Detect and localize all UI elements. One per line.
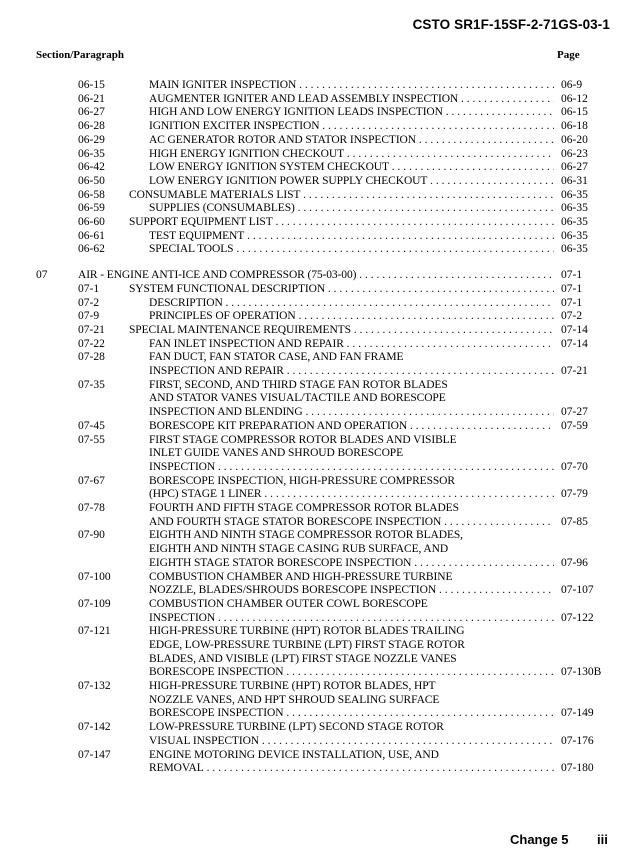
paragraph-number: 06-42 — [78, 161, 105, 174]
page-reference: 07-1 — [561, 282, 583, 295]
paragraph-number: 07-9 — [78, 310, 100, 323]
entry-title — [149, 243, 554, 257]
entry-title — [149, 106, 554, 120]
entry-title — [149, 749, 554, 776]
page-reference: 06-23 — [561, 147, 588, 160]
entry-title — [149, 680, 554, 721]
paragraph-number: 07-147 — [78, 748, 111, 761]
entry-title-line: FIRST, SECOND, AND THIRD STAGE FAN ROTOR BLADES — [149, 378, 448, 391]
page-reference: 07-2 — [561, 310, 583, 323]
entry-title-line: BORESCOPE INSPECTION . . . — [149, 666, 554, 680]
entry-title-line: LOW-PRESSURE TURBINE (LPT) SECOND STAGE ROTOR — [149, 721, 444, 734]
paragraph-number: 06-62 — [78, 243, 105, 256]
page-reference: 07-130B — [561, 666, 602, 679]
paragraph-number: 06-21 — [78, 92, 105, 105]
paragraph-number: 07-45 — [78, 419, 105, 432]
entry-title-line: AUGMENTER IGNITER AND LEAD ASSEMBLY INSPECTION . . . — [149, 93, 554, 107]
entry-title-line: TEST EQUIPMENT . . . — [149, 230, 554, 244]
page-reference: 07-1 — [561, 269, 583, 282]
entry-title — [149, 230, 554, 244]
paragraph-number: 07-35 — [78, 378, 105, 391]
paragraph-number: 06-59 — [78, 202, 105, 215]
paragraph-number: 06-27 — [78, 106, 105, 119]
paragraph-number: 06-61 — [78, 229, 105, 242]
entry-title — [129, 324, 554, 338]
entry-title-line: AIR - ENGINE ANTI-ICE AND COMPRESSOR (75-03-00) . . . — [78, 269, 554, 283]
entry-title — [149, 310, 554, 324]
entry-title-line: SPECIAL MAINTENANCE REQUIREMENTS . . . — [129, 324, 554, 338]
entry-title-line: REMOVAL . . . — [149, 762, 554, 776]
page-reference: 07-180 — [561, 762, 594, 775]
entry-title — [149, 79, 554, 93]
document-id: CSTO SR1F-15SF-2-71GS-03-1 — [412, 17, 610, 32]
page-column-header: Page — [557, 49, 580, 61]
entry-title-line: INSPECTION AND REPAIR . . . — [149, 365, 554, 379]
entry-title-line: HIGH AND LOW ENERGY IGNITION LEADS INSPECTION . . . — [149, 106, 554, 120]
entry-title-line: INSPECTION AND BLENDING . . . — [149, 406, 554, 420]
entry-title-line: EIGHTH AND NINTH STAGE CASING RUB SURFACE, AND — [149, 543, 449, 556]
entry-title-line: COMBUSTION CHAMBER OUTER COWL BORESCOPE — [149, 597, 428, 610]
entry-title — [149, 434, 554, 475]
paragraph-number: 07-132 — [78, 680, 111, 693]
entry-title-line: EDGE, LOW-PRESSURE TURBINE (LPT) FIRST STAGE ROTOR — [149, 638, 465, 651]
entry-title — [149, 202, 554, 216]
page-reference: 06-31 — [561, 174, 588, 187]
entry-title-line: FIRST STAGE COMPRESSOR ROTOR BLADES AND VISIBLE — [149, 433, 457, 446]
paragraph-number: 07-100 — [78, 570, 111, 583]
entry-title-line: BORESCOPE INSPECTION, HIGH-PRESSURE COMPRESSOR — [149, 474, 455, 487]
entry-title-line: COMBUSTION CHAMBER AND HIGH-PRESSURE TURBINE — [149, 570, 453, 583]
entry-title — [149, 175, 554, 189]
change-number: Change 5 — [510, 832, 569, 847]
entry-title-line: FOURTH AND FIFTH STAGE COMPRESSOR ROTOR BLADES — [149, 502, 459, 514]
entry-title-line: PRINCIPLES OF OPERATION . . . — [149, 310, 554, 324]
page-reference: 06-35 — [561, 243, 588, 256]
entry-title-line: SPECIAL TOOLS . . . — [149, 243, 554, 257]
entry-title — [149, 502, 554, 529]
entry-title-line: HIGH-PRESSURE TURBINE (HPT) ROTOR BLADES TRAILING — [149, 625, 465, 638]
page-reference: 07-1 — [561, 296, 583, 309]
entry-title-line: EIGHTH AND NINTH STAGE COMPRESSOR ROTOR BLADES, — [149, 529, 463, 542]
page-reference: 07-176 — [561, 734, 594, 747]
paragraph-number: 07-90 — [78, 529, 105, 542]
page-reference: 07-70 — [561, 460, 588, 473]
page-reference: 06-35 — [561, 202, 588, 215]
entry-title — [149, 134, 554, 148]
entry-title-line: INSPECTION . . . — [149, 612, 554, 626]
entry-title — [129, 283, 554, 297]
entry-title — [149, 338, 554, 352]
page-reference: 06-12 — [561, 92, 588, 105]
entry-title — [149, 721, 554, 748]
entry-title — [149, 625, 554, 680]
entry-title — [129, 216, 554, 230]
entry-title-line: HIGH-PRESSURE TURBINE (HPT) ROTOR BLADES, HPT — [149, 680, 436, 693]
page-reference: 07-14 — [561, 323, 588, 336]
entry-title-line: HIGH ENERGY IGNITION CHECKOUT . . . — [149, 148, 554, 162]
page-reference: 06-35 — [561, 188, 588, 201]
page-number: iii — [597, 832, 608, 847]
entry-title-line: LOW ENERGY IGNITION POWER SUPPLY CHECKOUT . . . — [149, 175, 554, 189]
paragraph-number: 07-55 — [78, 433, 105, 446]
entry-title-line: INSPECTION . . . — [149, 461, 554, 475]
page-reference: 07-107 — [561, 584, 594, 597]
page-reference: 07-14 — [561, 337, 588, 350]
entry-title-line: AND FOURTH STAGE STATOR BORESCOPE INSPECTION . . . — [149, 516, 554, 530]
entry-title — [78, 269, 554, 283]
entry-title — [149, 120, 554, 134]
page-reference: 07-27 — [561, 406, 588, 419]
entry-title-line: ENGINE MOTORING DEVICE INSTALLATION, USE, AND — [149, 748, 439, 761]
entry-title-line: BORESCOPE INSPECTION . . . — [149, 707, 554, 721]
paragraph-number: 07-121 — [78, 625, 111, 638]
entry-title — [149, 475, 554, 502]
paragraph-number: 06-15 — [78, 79, 105, 91]
page-reference: 06-35 — [561, 216, 588, 228]
page-reference: 06-35 — [561, 229, 588, 242]
entry-title-line: NOZZLE, BLADES/SHROUDS BORESCOPE INSPECTION . . . — [149, 584, 554, 598]
entry-title-line: AND STATOR VANES VISUAL/TACTILE AND BORESCOPE — [149, 392, 446, 405]
page-reference: 06-18 — [561, 120, 588, 133]
entry-title — [149, 598, 554, 625]
page-reference: 07-96 — [561, 556, 588, 569]
entry-title — [149, 351, 554, 378]
entry-title-line: INLET GUIDE VANES AND SHROUD BORESCOPE — [149, 447, 404, 460]
entry-title — [149, 148, 554, 162]
paragraph-number: 06-28 — [78, 120, 105, 133]
entry-title-line: SUPPLIES (CONSUMABLES) . . . — [149, 202, 554, 216]
paragraph-number: 06-50 — [78, 174, 105, 187]
section-paragraph-header: Section/Paragraph — [36, 49, 124, 61]
entry-title-line: (HPC) STAGE 1 LINER . . . — [149, 488, 554, 502]
entry-title-line: NOZZLE VANES, AND HPT SHROUD SEALING SURFACE — [149, 693, 440, 706]
entry-title — [149, 529, 554, 570]
paragraph-number: 06-60 — [78, 216, 105, 228]
entry-title — [149, 571, 554, 598]
page-reference: 06-9 — [561, 79, 583, 91]
page-reference: 06-20 — [561, 133, 588, 146]
entry-title — [149, 161, 554, 175]
entry-title-line: IGNITION EXCITER INSPECTION . . . — [149, 120, 554, 134]
page-reference: 07-21 — [561, 364, 588, 377]
paragraph-number: 07-28 — [78, 351, 105, 364]
page-reference: 07-85 — [561, 515, 588, 528]
entry-title-line: CONSUMABLE MATERIALS LIST . . . — [129, 189, 554, 203]
entry-title-line: VISUAL INSPECTION . . . — [149, 735, 554, 749]
paragraph-number: 07-142 — [78, 721, 111, 734]
entry-title — [129, 189, 554, 203]
entry-title-line: LOW ENERGY IGNITION SYSTEM CHECKOUT . . . — [149, 161, 554, 175]
entry-title-line: BLADES, AND VISIBLE (LPT) FIRST STAGE NOZZLE VANES — [149, 652, 457, 665]
entry-title — [149, 297, 554, 311]
paragraph-number: 07-78 — [78, 502, 105, 514]
entry-title — [149, 93, 554, 107]
entry-title-line: AC GENERATOR ROTOR AND STATOR INSPECTION . . . — [149, 134, 554, 148]
paragraph-number: 06-58 — [78, 188, 105, 201]
paragraph-number: 07-1 — [78, 282, 100, 295]
page-reference: 06-27 — [561, 161, 588, 174]
entry-title-line: FAN INLET INSPECTION AND REPAIR . . . — [149, 338, 554, 352]
paragraph-number: 06-35 — [78, 147, 105, 160]
entry-title — [149, 420, 554, 434]
paragraph-number: 06-29 — [78, 133, 105, 146]
paragraph-number: 07-22 — [78, 337, 105, 350]
paragraph-number: 07-67 — [78, 474, 105, 487]
entry-title-line: FAN DUCT, FAN STATOR CASE, AND FAN FRAME — [149, 351, 404, 364]
chapter-number: 07 — [36, 269, 48, 282]
entry-title-line: EIGHTH STAGE STATOR BORESCOPE INSPECTION . . . — [149, 557, 554, 571]
entry-title-line: SUPPORT EQUIPMENT LIST . . . — [129, 216, 554, 230]
entry-title-line: MAIN IGNITER INSPECTION . . . — [149, 79, 554, 93]
page-reference: 07-79 — [561, 488, 588, 501]
entry-title-line: DESCRIPTION . . . — [149, 297, 554, 311]
paragraph-number: 07-21 — [78, 323, 105, 336]
page-reference: 07-149 — [561, 707, 594, 720]
entry-title-line: SYSTEM FUNCTIONAL DESCRIPTION . . . — [129, 283, 554, 297]
page-reference: 07-122 — [561, 611, 594, 624]
paragraph-number: 07-2 — [78, 296, 100, 309]
page-reference: 07-59 — [561, 419, 588, 432]
page-reference: 06-15 — [561, 106, 588, 119]
entry-title-line: BORESCOPE KIT PREPARATION AND OPERATION . . . — [149, 420, 554, 434]
entry-title — [149, 379, 554, 420]
paragraph-number: 07-109 — [78, 597, 111, 610]
